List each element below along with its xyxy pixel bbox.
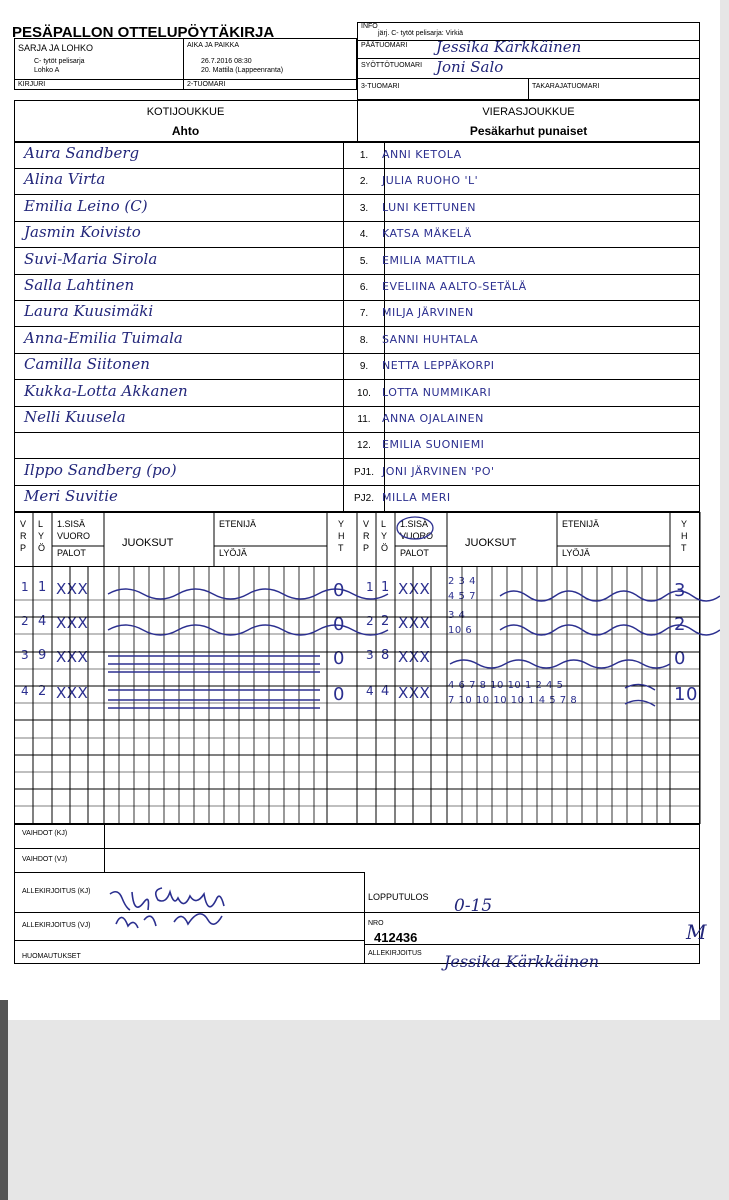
- home-inning-vrp: 4: [21, 684, 30, 698]
- player-number: 12.: [343, 432, 385, 458]
- home-lyo-header: Ö: [38, 543, 46, 553]
- away-inning-lyo: 2: [381, 614, 390, 629]
- home-player-name: Emilia Leino (C): [24, 197, 148, 215]
- paatuomari-label: PÄÄTUOMARI: [361, 42, 408, 49]
- away-player-name: JULIA RUOHO 'L': [382, 174, 479, 187]
- away-inning-vrp: 4: [366, 684, 375, 698]
- nro-label: NRO: [368, 920, 384, 927]
- player-number: 9.: [343, 353, 385, 379]
- home-player-name: Anna-Emilia Tuimala: [24, 329, 183, 347]
- away-vrp-header: R: [363, 531, 370, 541]
- huomautukset-label: HUOMAUTUKSET: [22, 953, 81, 960]
- away-inning-bottom: 10 6: [448, 625, 473, 636]
- home-inning-lyo: 1: [38, 580, 47, 595]
- away-inning-bottom: 4 5 7: [448, 591, 476, 602]
- home-palot-header: PALOT: [57, 548, 86, 558]
- away-player-name: JONI JÄRVINEN 'PO': [382, 465, 495, 478]
- away-inning-yht: 0: [674, 648, 686, 669]
- home-inning-palot: XXX: [56, 684, 89, 702]
- away-inning-yht: 10: [674, 684, 698, 705]
- player-number: 8.: [343, 327, 385, 353]
- home-inning-4-strikeout: [108, 690, 320, 708]
- aika-label: AIKA JA PAIKKA: [187, 42, 240, 49]
- away-lyo-header: L: [381, 519, 387, 529]
- sarja-label: SARJA JA LOHKO: [18, 43, 94, 53]
- home-inning-yht: 0: [333, 648, 345, 669]
- away-inning-lyo: 1: [381, 580, 390, 595]
- away-player-name: LUNI KETTUNEN: [382, 201, 476, 214]
- away-lyo-header: Y: [381, 531, 388, 541]
- away-juoksut-header: JUOKSUT: [465, 537, 517, 549]
- away-player-name: EVELIINA AALTO-SETÄLÄ: [382, 280, 527, 293]
- player-number: 11.: [343, 406, 385, 432]
- away-player-name: SANNI HUHTALA: [382, 333, 479, 346]
- paatuomari-value: Jessika Kärkkäinen: [436, 38, 582, 56]
- home-inning-3-strikeout: [108, 656, 320, 672]
- allekirjoitus-value: Jessika Kärkkäinen: [444, 952, 600, 971]
- away-vrp-header: V: [363, 519, 370, 529]
- away-lyo-header: Ö: [381, 543, 389, 553]
- away-inning-lyo: 8: [381, 648, 390, 663]
- aika-value-2: 20. Mattila (Lappeenranta): [201, 67, 284, 74]
- home-yht-header: Y: [338, 519, 345, 529]
- home-player-name: Aura Sandberg: [24, 144, 140, 162]
- home-lyoja-header: LYÖJÄ: [219, 548, 247, 558]
- home-juoksut-header: JUOKSUT: [122, 537, 174, 549]
- home-player-name: Jasmin Koivisto: [24, 223, 141, 241]
- away-inning-palot: XXX: [398, 648, 431, 666]
- away-sisa-header: 1.SISÄ: [400, 519, 429, 529]
- away-inning-yht: 3: [674, 580, 686, 601]
- away-inning-palot: XXX: [398, 614, 431, 632]
- lopputulos-label: LOPPUTULOS: [368, 892, 429, 902]
- away-inning-vrp: 3: [366, 648, 375, 662]
- scan-edge: [0, 1000, 8, 1200]
- vaihdot-kj-label: VAIHDOT (KJ): [22, 830, 68, 837]
- away-vuoro-header: VUORO: [400, 531, 434, 541]
- home-inning-lyo: 4: [38, 614, 47, 629]
- home-inning-yht: 0: [333, 580, 345, 601]
- allekirjoitus-kj-label: ALLEKIRJOITUS (KJ): [22, 888, 91, 895]
- home-inning-lyo: 2: [38, 684, 47, 699]
- player-number: 6.: [343, 274, 385, 300]
- away-yht-header: Y: [681, 519, 688, 529]
- home-player-name: Nelli Kuusela: [24, 408, 126, 426]
- home-player-name: Meri Suvitie: [24, 487, 118, 505]
- home-team-label: KOTIJOUKKUE: [146, 106, 225, 118]
- home-player-name: Ilppo Sandberg (po): [24, 461, 177, 479]
- home-player-name: Camilla Siitonen: [24, 355, 150, 373]
- signature-kj: [104, 880, 244, 940]
- syottotuomari-label: SYÖTTÖTUOMARI: [361, 62, 423, 69]
- player-number: PJ1.: [343, 459, 385, 485]
- away-lyoja-header: LYÖJÄ: [562, 548, 590, 558]
- home-player-name: Alina Virta: [24, 170, 106, 188]
- nro-value: 412436: [374, 930, 418, 945]
- lopputulos-value: 0-15: [454, 896, 493, 916]
- player-number: 2.: [343, 168, 385, 194]
- home-player-name: Laura Kuusimäki: [24, 302, 154, 320]
- player-number: 3.: [343, 195, 385, 221]
- away-player-name: NETTA LEPPÄKORPI: [382, 359, 495, 372]
- allekirjoitus-vj-label: ALLEKIRJOITUS (VJ): [22, 922, 91, 929]
- player-number: 5.: [343, 248, 385, 274]
- home-lyo-header: L: [38, 519, 44, 529]
- tuomari2-label: 2-TUOMARI: [187, 81, 226, 88]
- away-player-name: EMILIA SUONIEMI: [382, 438, 485, 451]
- home-yht-header: T: [338, 543, 344, 553]
- away-inning-vrp: 1: [366, 580, 375, 594]
- home-vrp-header: P: [20, 543, 27, 553]
- home-vrp-header: V: [20, 519, 27, 529]
- away-player-name: KATSA MÄKELÄ: [382, 227, 472, 240]
- away-inning-1-wave: [500, 591, 720, 601]
- home-eteni-header: ETENIJÄ: [219, 519, 257, 529]
- away-player-name: MILLA MERI: [382, 491, 451, 504]
- player-number: 4.: [343, 221, 385, 247]
- home-inning-vrp: 2: [21, 614, 30, 628]
- home-yht-header: H: [338, 531, 345, 541]
- away-inning-2-wave: [500, 625, 720, 635]
- syottotuomari-value: Joni Salo: [436, 58, 504, 76]
- home-vuoro-header: VUORO: [57, 531, 91, 541]
- away-player-name: LOTTA NUMMIKARI: [382, 386, 492, 399]
- away-player-name: MILJA JÄRVINEN: [382, 306, 474, 319]
- home-inning-yht: 0: [333, 684, 345, 705]
- away-player-name: ANNI KETOLA: [382, 148, 462, 161]
- player-number: 10.: [343, 380, 385, 406]
- player-number: 7.: [343, 300, 385, 326]
- away-inning-bottom: 7 10 10 10 10 1 4 5 7 8: [448, 695, 578, 706]
- away-inning-yht: 2: [674, 614, 686, 635]
- player-number: PJ2.: [343, 485, 385, 511]
- takarajatuomari-label: TAKARAJATUOMARI: [532, 83, 600, 90]
- home-vrp-header: R: [20, 531, 27, 541]
- away-inning-palot: XXX: [398, 580, 431, 598]
- away-player-name: EMILIA MATTILA: [382, 254, 476, 267]
- away-player-name: ANNA OJALAINEN: [382, 412, 484, 425]
- away-inning-top: 3 4: [448, 610, 466, 621]
- home-team-name: Ahto: [171, 124, 200, 138]
- away-inning-3-wave: [450, 660, 670, 668]
- page-title: PESÄPALLON OTTELUPÖYTÄKIRJA: [12, 24, 275, 41]
- home-inning-palot: XXX: [56, 614, 89, 632]
- home-inning-yht: 0: [333, 614, 345, 635]
- home-inning-palot: XXX: [56, 648, 89, 666]
- away-team-name: Pesäkarhut punaiset: [469, 124, 588, 138]
- away-vrp-header: P: [363, 543, 370, 553]
- home-inning-palot: XXX: [56, 580, 89, 598]
- home-sisa-header: 1.SISÄ: [57, 519, 86, 529]
- away-inning-top: 2 3 4: [448, 576, 476, 587]
- home-player-name: Suvi-Maria Sirola: [24, 250, 158, 268]
- sarja-value-1: C- tytöt pelisarja: [34, 58, 85, 65]
- vaihdot-vj-label: VAIHDOT (VJ): [22, 856, 68, 863]
- aika-value-1: 26.7.2016 08:30: [201, 58, 252, 65]
- kirjuri-label: KIRJURI: [18, 81, 46, 88]
- first-inning-circle: [397, 517, 433, 539]
- away-yht-header: T: [681, 543, 687, 553]
- away-inning-top: 4 6 7 8 10 10 1 2 4 5: [448, 680, 564, 691]
- home-player-name: Kukka-Lotta Akkanen: [24, 382, 188, 400]
- away-inning-lyo: 4: [381, 684, 390, 699]
- home-inning-vrp: 1: [21, 580, 30, 594]
- margin-initial: M: [686, 920, 707, 944]
- home-inning-2-wave: [108, 625, 388, 635]
- away-inning-vrp: 2: [366, 614, 375, 628]
- sarja-value-2: Lohko A: [34, 67, 60, 74]
- away-team-label: VIERASJOUKKUE: [482, 106, 575, 118]
- away-palot-header: PALOT: [400, 548, 429, 558]
- info-label: INFO: [361, 23, 378, 30]
- home-inning-lyo: 9: [38, 648, 47, 663]
- tuomari3-label: 3-TUOMARI: [361, 83, 400, 90]
- away-yht-header: H: [681, 531, 688, 541]
- player-number: 1.: [343, 142, 385, 168]
- home-inning-vrp: 3: [21, 648, 30, 662]
- home-player-name: Salla Lahtinen: [24, 276, 135, 294]
- allekirjoitus-label: ALLEKIRJOITUS: [368, 950, 422, 957]
- away-eteni-header: ETENIJÄ: [562, 519, 600, 529]
- home-inning-1-wave: [108, 589, 388, 599]
- away-inning-palot: XXX: [398, 684, 431, 702]
- info-value: järj. C- tytöt pelisarja: Virkiä: [378, 30, 464, 37]
- home-lyo-header: Y: [38, 531, 45, 541]
